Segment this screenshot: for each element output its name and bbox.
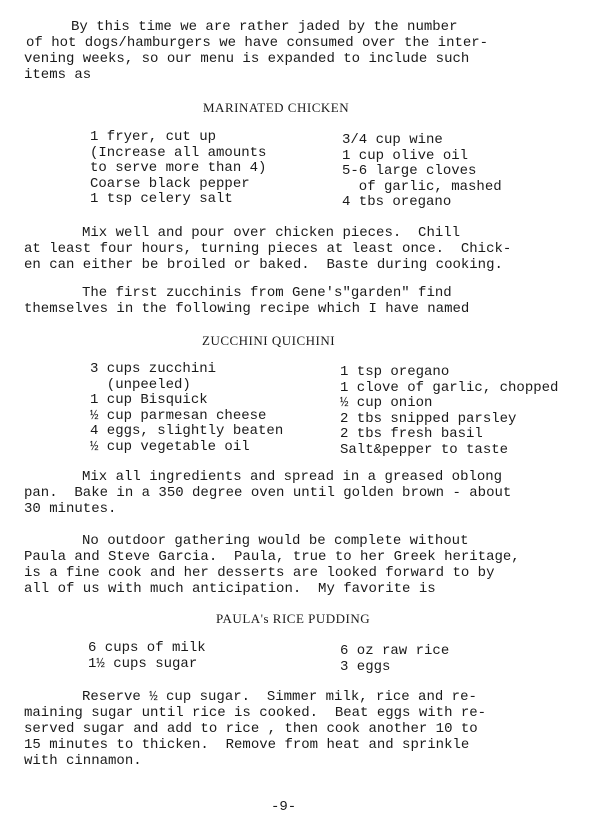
- ingredient: 1 tsp oregano: [340, 364, 450, 380]
- ingredient: 6 cups of milk: [88, 640, 206, 656]
- ingredient: (unpeeled): [90, 376, 191, 393]
- recipe1-ingredients-right: [342, 133, 502, 211]
- ingredient: 5-6 large cloves: [342, 163, 477, 179]
- ingredient: Coarse black pepper: [90, 175, 250, 192]
- ingredient: 2 tbs fresh basil: [340, 426, 483, 442]
- paragraph-line: Paula and Steve Garcia. Paula, true to her Greek heritage,: [24, 549, 520, 565]
- paragraph-line: The first zucchinis from Gene's"garden" find: [40, 285, 452, 301]
- intro-line: vening weeks, so our menu is expanded to include such: [24, 51, 470, 67]
- ingredient: 6 oz raw rice: [340, 643, 450, 659]
- ingredient: of garlic, mashed: [342, 178, 502, 195]
- intro-line: items as: [24, 67, 92, 83]
- direction-line: 15 minutes to thicken. Remove from heat and sprinkle: [24, 737, 470, 753]
- ingredient: ½ cup parmesan cheese: [90, 407, 267, 424]
- direction-line: served sugar and add to rice , then cook another 10 to: [24, 721, 478, 737]
- page-number: -9-: [271, 799, 297, 815]
- direction-line: Mix well and pour over chicken pieces. Chill: [40, 225, 461, 241]
- intro-line: of hot dogs/hamburgers we have consumed over the inter-: [26, 35, 489, 51]
- ingredient: 1 cup olive oil: [342, 147, 469, 164]
- paragraph-line: all of us with much anticipation. My favorite is: [24, 581, 436, 597]
- direction-line: maining sugar until rice is cooked. Beat eggs with re-: [24, 705, 487, 721]
- ingredient: 1 tsp celery salt: [90, 191, 233, 207]
- ingredient: 2 tbs snipped parsley: [340, 410, 517, 427]
- recipe-title-rice-pudding: PAULA's RICE PUDDING: [216, 611, 371, 626]
- ingredient: Salt&pepper to taste: [340, 441, 509, 458]
- ingredient: 1 clove of garlic, chopped: [340, 379, 559, 396]
- recipe1-ingredients-left: [90, 130, 266, 208]
- ingredient: 3 cups zucchini: [90, 361, 217, 377]
- ingredient: 1 fryer, cut up: [90, 129, 217, 145]
- direction-line: 30 minutes.: [24, 501, 117, 517]
- recipe3-ingredients-left: [88, 641, 206, 672]
- intro-line: By this time we are rather jaded by the number: [29, 19, 458, 35]
- ingredient: 1½ cups sugar: [88, 655, 198, 672]
- ingredient: 4 eggs, slightly beaten: [90, 423, 284, 439]
- direction-line: Mix all ingredients and spread in a greased oblong: [40, 469, 503, 485]
- direction-line: Reserve ½ cup sugar. Simmer milk, rice and re-: [40, 689, 477, 705]
- recipe3-ingredients-right: [340, 644, 449, 675]
- paragraph-line: themselves in the following recipe which I have named: [24, 301, 470, 317]
- recipe-title-marinated-chicken: MARINATED CHICKEN: [203, 100, 350, 115]
- direction-line: at least four hours, turning pieces at least once. Chick-: [24, 241, 512, 257]
- recipe2-ingredients-right: [340, 365, 558, 458]
- direction-line: pan. Bake in a 350 degree oven until golden brown - about: [24, 485, 512, 501]
- recipe2-ingredients-left: [90, 362, 283, 455]
- paragraph-line: is a fine cook and her desserts are looked forward to by: [24, 565, 495, 581]
- ingredient: 4 tbs oregano: [342, 194, 452, 210]
- direction-line: en can either be broiled or baked. Baste during cooking.: [24, 257, 503, 273]
- paragraph-line: No outdoor gathering would be complete without: [40, 533, 469, 549]
- ingredient: to serve more than 4): [90, 160, 267, 176]
- ingredient: ½ cup onion: [340, 395, 433, 411]
- direction-line: with cinnamon.: [24, 753, 142, 769]
- ingredient: (Increase all amounts: [90, 144, 267, 161]
- recipe-title-zucchini-quichini: ZUCCHINI QUICHINI: [202, 333, 336, 348]
- ingredient: 3/4 cup wine: [342, 132, 443, 148]
- ingredient: 1 cup Bisquick: [90, 392, 208, 408]
- ingredient: ½ cup vegetable oil: [90, 438, 250, 455]
- ingredient: 3 eggs: [340, 658, 391, 675]
